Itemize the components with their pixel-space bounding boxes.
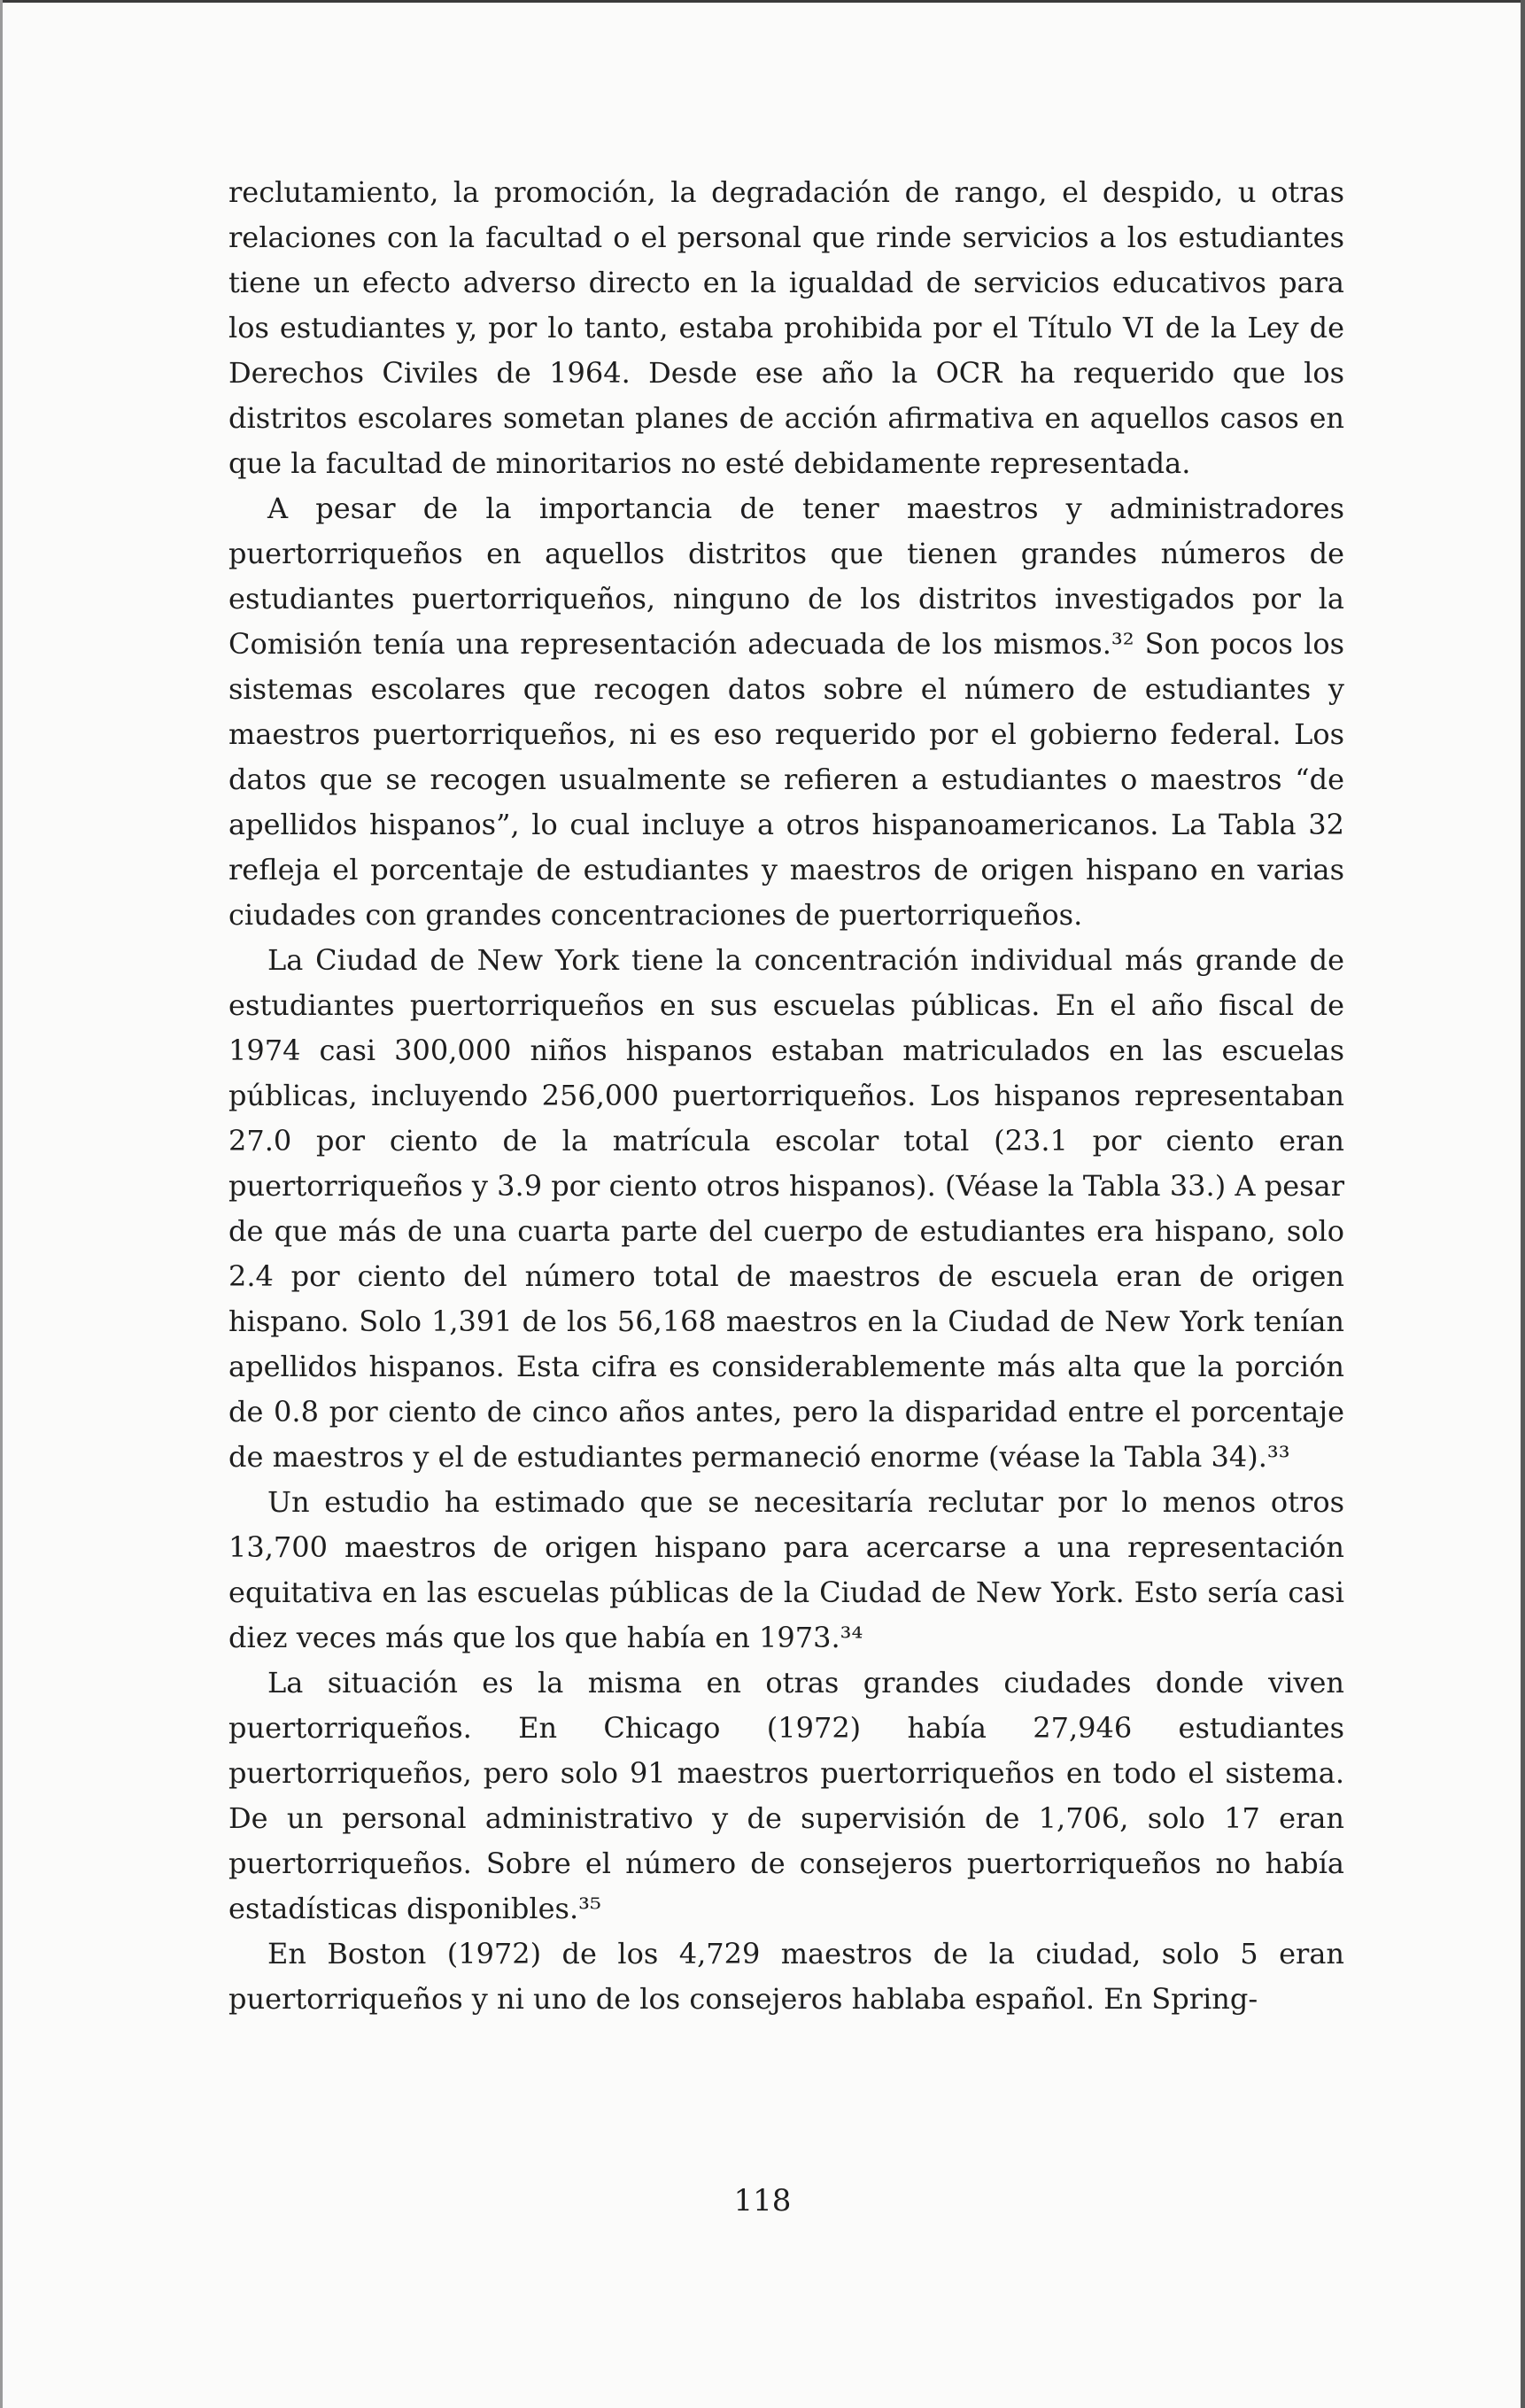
paragraph: A pesar de la importancia de tener maestros y administradores puertorriqueños en aquellos distritos que tienen grandes números de estudiantes puertorriqueños, ninguno de los distritos investigados por la Comisión tenía una representación adecuada de los mismos.³² Son pocos los sistemas escolares que recogen datos sobre el número de estudiantes y maestros puertorriqueños, ni es eso requerido por el gobierno federal. Los datos que se recogen usualmente se refieren a estudiantes o maestros “de apellidos hispanos”, lo cual incluye a otros hispanoamericanos. La Tabla 32 refleja el porcentaje de estudiantes y maestros de origen hispano en varias ciudades con grandes concentraciones de puertorriqueños. — [228, 492, 1344, 932]
paragraph: En Boston (1972) de los 4,729 maestros de la ciudad, solo 5 eran puertorriqueños y ni uno de los consejeros hablaba español. En Spring- — [228, 1937, 1344, 2016]
body-text — [228, 170, 1344, 2022]
paragraph: Un estudio ha estimado que se necesitaría reclutar por lo menos otros 13,700 maestros de origen hispano para acercarse a una representación equitativa en las escuelas públicas de la Ciudad de New York. Esto sería casi diez veces más que los que había en 1973.³⁴ — [228, 1485, 1344, 1654]
scan-top-edge — [0, 0, 1525, 3]
paragraph: La situación es la misma en otras grandes ciudades donde viven puertorriqueños. En Chicago (1972) había 27,946 estudiantes puertorriqueños, pero solo 91 maestros puertorriqueños en todo el sistema. De un personal administrativo y de supervisión de 1,706, solo 17 eran puertorriqueños. Sobre el número de consejeros puertorriqueños no había estadísticas disponibles.³⁵ — [228, 1666, 1344, 1925]
paragraph: La Ciudad de New York tiene la concentración individual más grande de estudiantes puertorriqueños en sus escuelas públicas. En el año fiscal de 1974 casi 300,000 niños hispanos estaban matriculados en las escuelas públicas, incluyendo 256,000 puertorriqueños. Los hispanos representaban 27.0 por ciento de la matrícula escolar total (23.1 por ciento eran puertorriqueños y 3.9 por ciento otros hispanos). (Véase la Tabla 33.) A pesar de que más de una cuarta parte del cuerpo de estudiantes era hispano, solo 2.4 por ciento del número total de maestros de escuela eran de origen hispano. Solo 1,391 de los 56,168 maestros en la Ciudad de New York tenían apellidos hispanos. Esta cifra es considerablemente más alta que la porción de 0.8 por ciento de cinco años antes, pero la disparidad entre el porcentaje de maestros y el de estudiantes permaneció enorme (véase la Tabla 34).³³ — [228, 943, 1344, 1474]
paragraph: reclutamiento, la promoción, la degradación de rango, el despido, u otras relaciones con la facultad o el personal que rinde servicios a los estudiantes tiene un efecto adverso directo en la igualdad de servicios educativos para los estudiantes y, por lo tanto, estaba prohibida por el Título VI de la Ley de Derechos Civiles de 1964. Desde ese año la OCR ha requerido que los distritos escolares sometan planes de acción afirmativa en aquellos casos en que la facultad de minoritarios no esté debidamente representada. — [228, 175, 1344, 480]
scan-right-edge — [1521, 0, 1525, 2408]
page-number: 118 — [733, 2183, 792, 2218]
scan-left-edge — [0, 0, 3, 2408]
